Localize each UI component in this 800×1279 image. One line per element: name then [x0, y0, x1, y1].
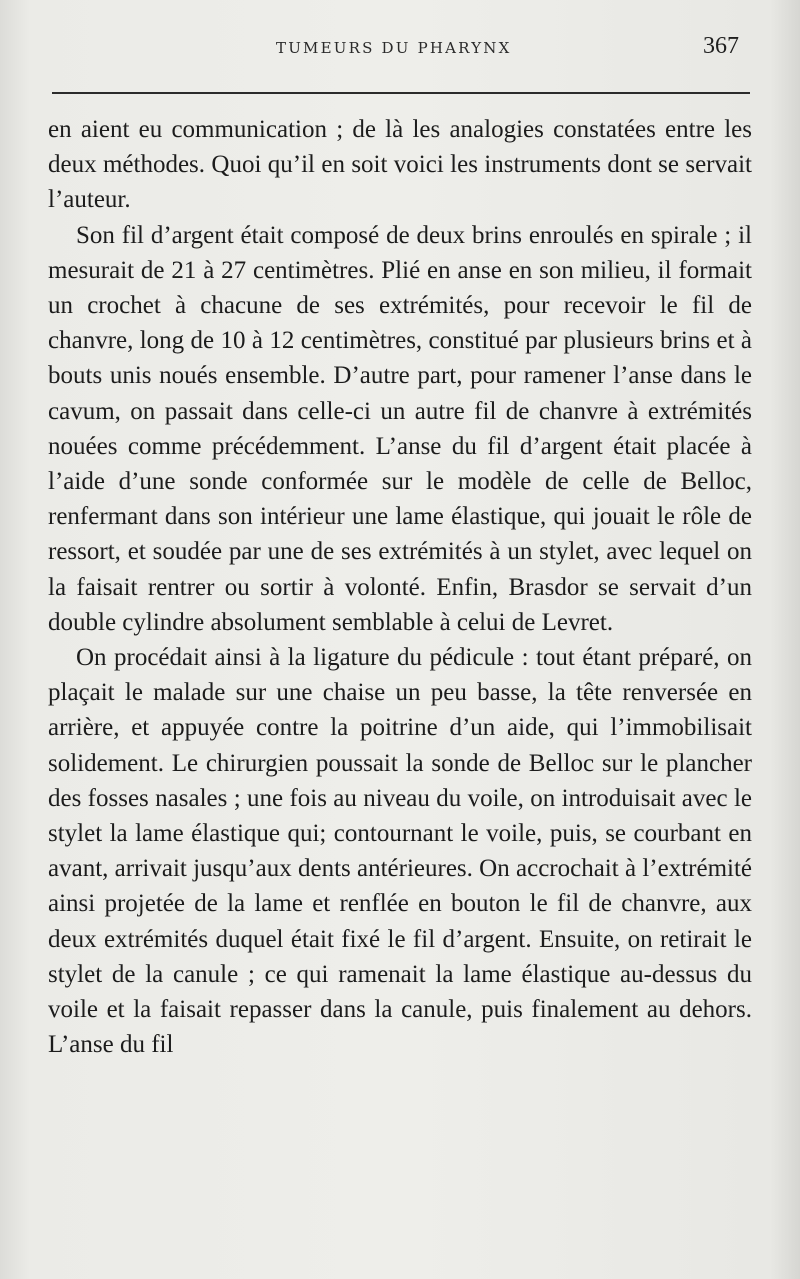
- header-rule: [52, 92, 750, 94]
- running-title: TUMEURS DU PHARYNX: [276, 39, 512, 57]
- page-number: 367: [703, 33, 739, 59]
- paragraph-silver-wire: Son fil d’argent était composé de deux brins enroulés en spirale ; il mesurait de 21 à 27 centimètres. Plié en anse en son milieu, il formait un crochet à chacune de ses extrémités, pour recevoir le fil de chanvre, long de 10 à 12 centimètres, constitué par plusieurs brins et à bouts unis noués ensemble. D’autre part, pour ramener l’anse dans le cavum, on passait dans celle-ci un autre fil de chanvre à extrémités nouées comme précédemment. L’anse du fil d’argent était placée à l’aide d’une sonde conformée sur le modèle de celle de Belloc, renfermant dans son intérieur une lame élastique, qui jouait le rôle de ressort, et soudée par une de ses extrémités à un stylet, avec lequel on la faisait rentrer ou sortir à volonté. Enfin, Brasdor se servait d’un double cylindre absolument semblable à celui de Levret.: [48, 221, 752, 636]
- body-text: [48, 112, 752, 1062]
- paragraph-continued: en aient eu communication ; de là les analogies constatées entre les deux méthodes. Quoi qu’il en soit voici les instruments dont se servait l’auteur.: [48, 116, 752, 214]
- page-header: [0, 30, 800, 70]
- paragraph-ligature-procedure: On procédait ainsi à la ligature du pédicule : tout étant préparé, on plaçait le malade sur une chaise un peu basse, la tête renversée en arrière, et appuyée contre la poitrine d’un aide, qui l’immobilisait solidement. Le chirurgien poussait la sonde de Belloc sur le plancher des fosses nasales ; une fois au niveau du voile, on introduisait avec le stylet la lame élastique qui; contournant le voile, puis, se courbant en avant, arrivait jusqu’aux dents antérieures. On accrochait à l’extrémité ainsi projetée de la lame et renflée en bouton le fil de chanvre, aux deux extrémités duquel était fixé le fil d’argent. Ensuite, on retirait le stylet de la canule ; ce qui ramenait la lame élastique au-dessus du voile et la faisait repasser dans la canule, puis finalement au dehors. L’anse du fil: [48, 644, 752, 1059]
